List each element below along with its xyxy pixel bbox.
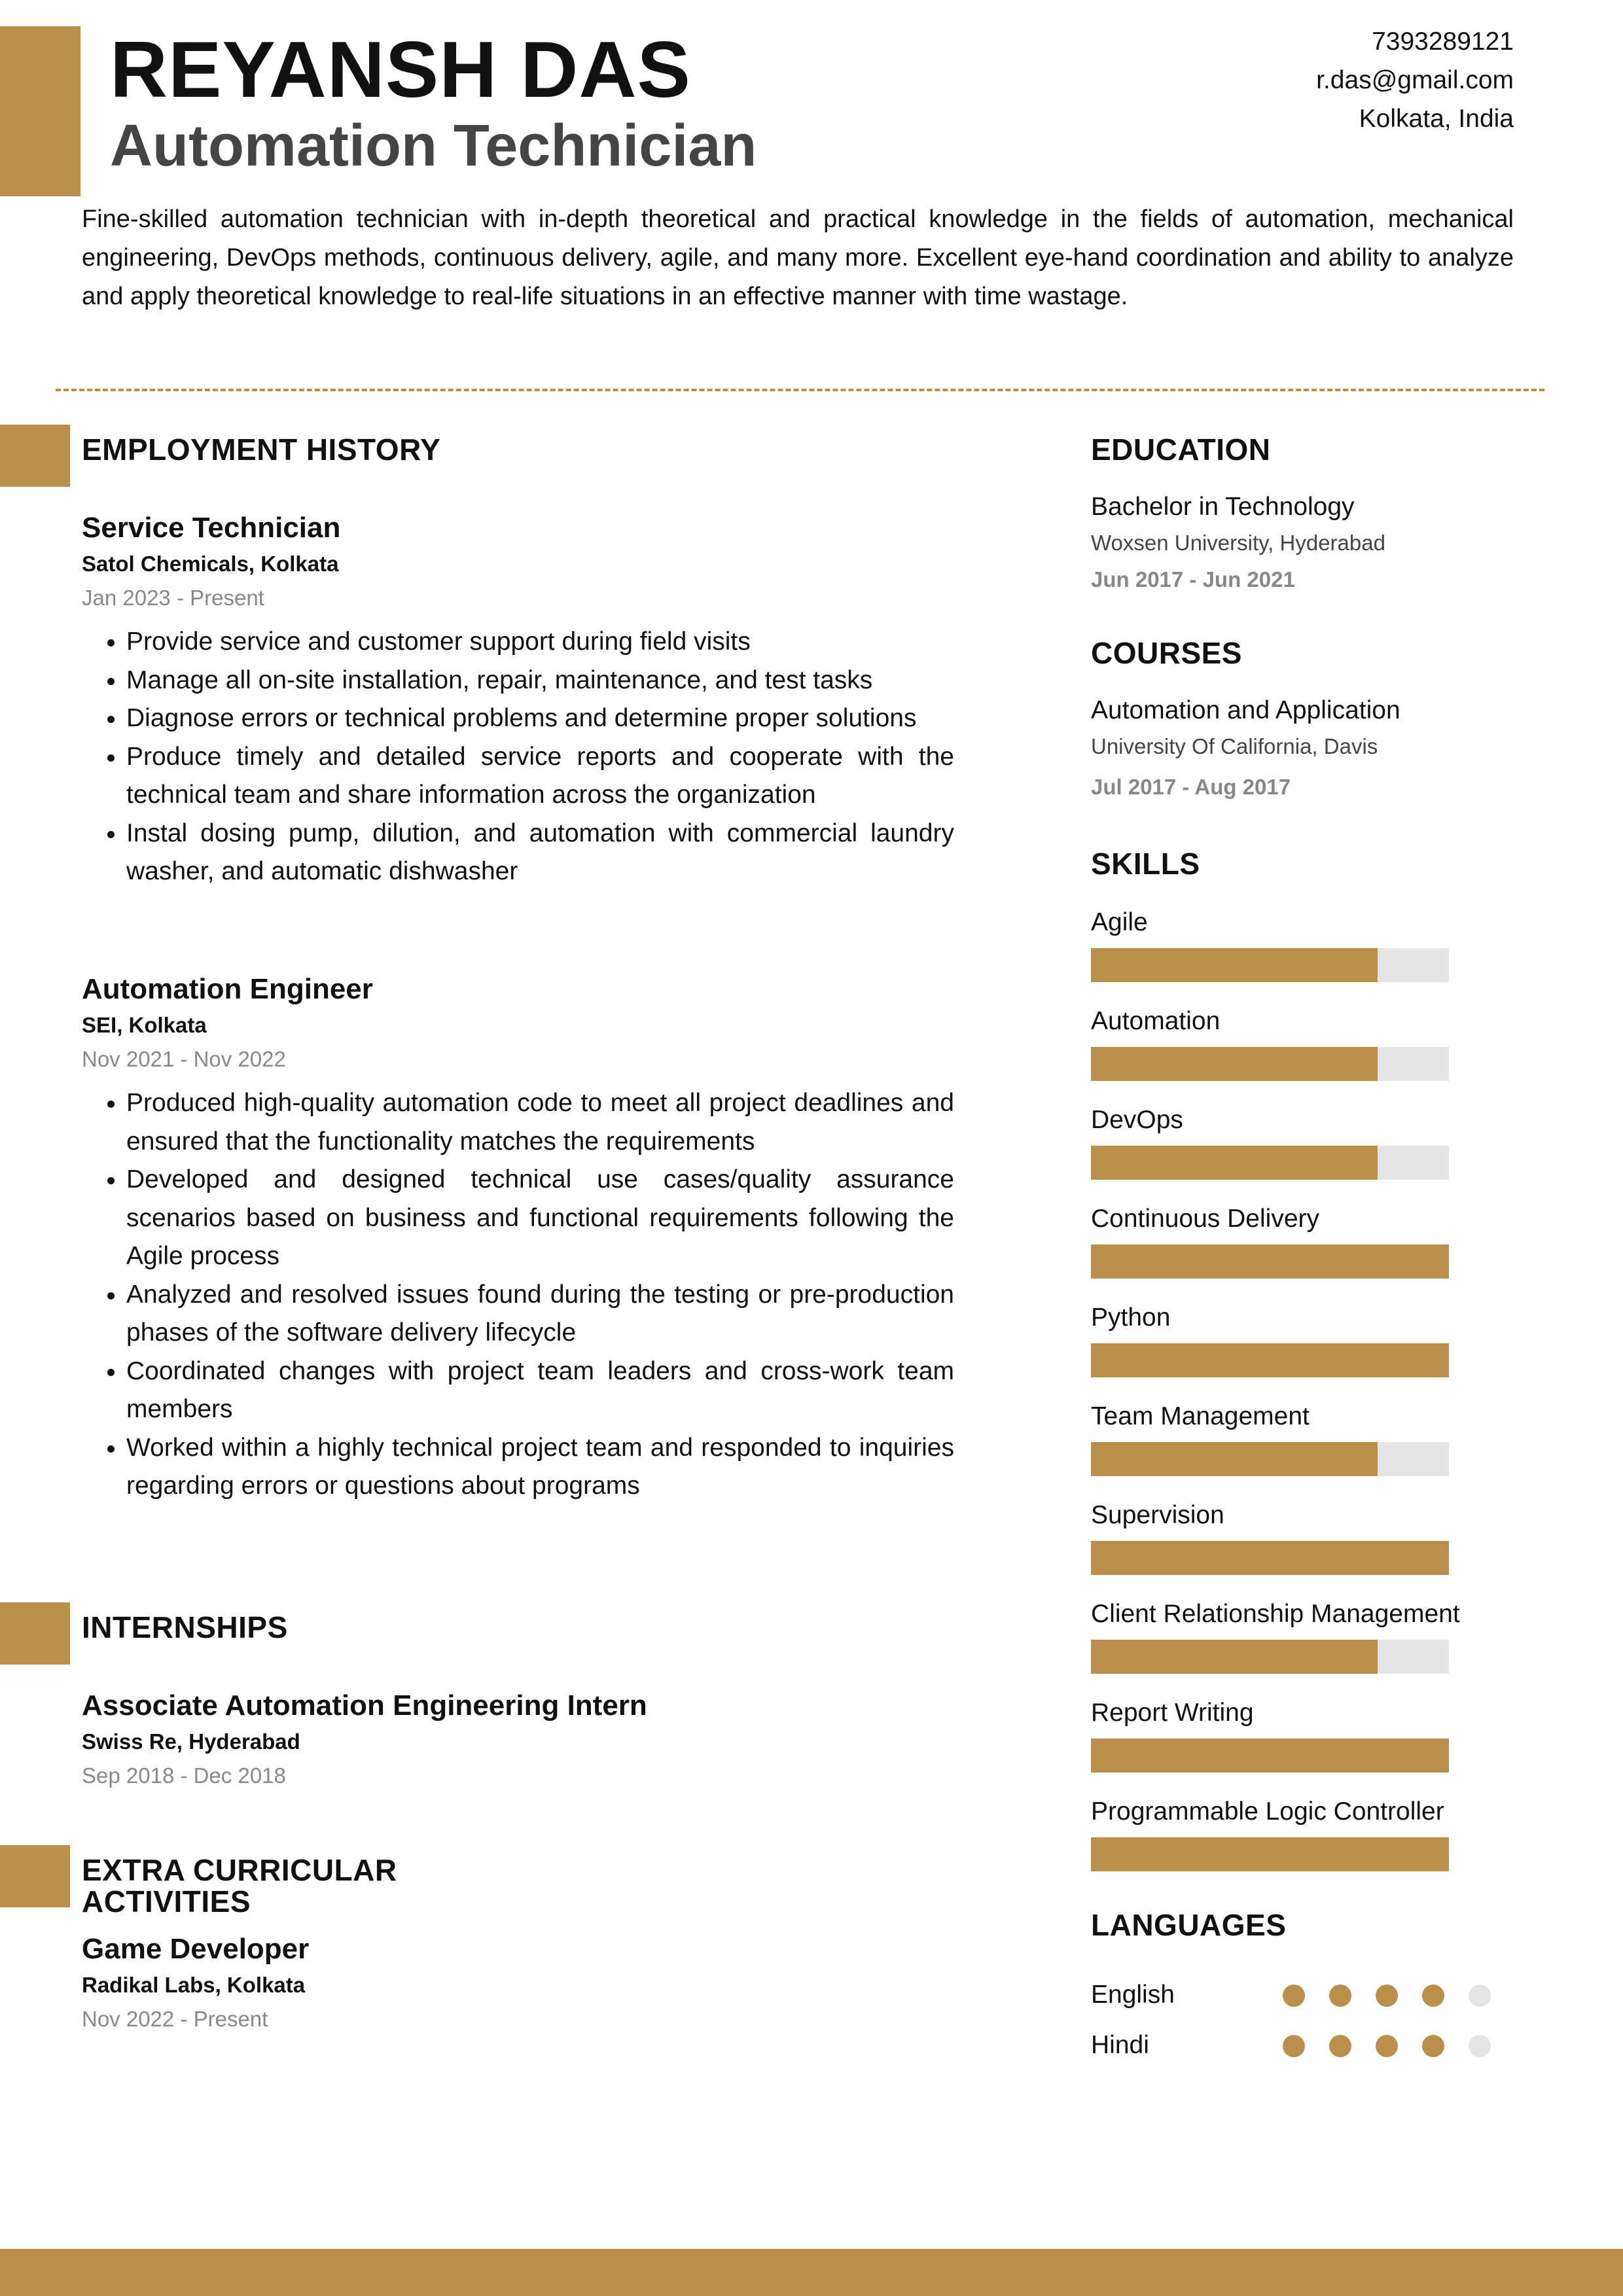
skill-level-fill xyxy=(1091,1245,1449,1279)
extracurricular-heading-line: ACTIVITIES xyxy=(82,1884,251,1918)
language-level-dot xyxy=(1283,1985,1305,2007)
skill-name: Agile xyxy=(1091,908,1148,936)
skill-level-fill xyxy=(1091,1837,1449,1871)
skill-name: DevOps xyxy=(1091,1106,1183,1134)
language-level-dot xyxy=(1283,2035,1305,2057)
skill-name: Continuous Delivery xyxy=(1091,1205,1320,1233)
internships-accent-bar xyxy=(0,1602,70,1665)
contact-info xyxy=(1316,22,1514,138)
employment-accent-bar xyxy=(0,425,70,487)
skill-level-bar xyxy=(1091,948,1449,982)
internship-title: Associate Automation Engineering Intern xyxy=(82,1689,647,1722)
language-level-dot xyxy=(1422,2035,1444,2057)
job-title: Automation Engineer xyxy=(82,973,373,1005)
languages-heading: LANGUAGES xyxy=(1091,1908,1287,1942)
course-entry xyxy=(1091,692,1510,806)
footer-accent-bar xyxy=(0,2249,1623,2296)
job-title: Service Technician xyxy=(82,512,341,544)
profile-summary: Fine-skilled automation technician with in-depth theoretical and practical knowledge in the fields of automation, mechanical engineering, DevOps methods, continuous delivery, agile, and many more. Excellent eye-hand coordination and ability to analyze and apply theoretical knowledge to real-life situations in an effective manner with time wastage. xyxy=(82,205,1514,310)
job-bullet: • Provide service and customer support during field visits xyxy=(126,623,954,662)
job-company: SEI, Kolkata xyxy=(82,1013,207,1037)
skill-level-bar xyxy=(1091,1245,1449,1279)
skill-level-bar xyxy=(1091,1541,1449,1575)
header-accent-bar xyxy=(0,26,80,196)
language-level-dot xyxy=(1422,1985,1444,2007)
activity-dates: Nov 2022 - Present xyxy=(82,2007,268,2031)
skill-item xyxy=(1091,1203,1549,1279)
skill-item xyxy=(1091,1104,1549,1180)
skill-item xyxy=(1091,1400,1549,1476)
job-bullet: • Diagnose errors or technical problems and determine proper solutions xyxy=(126,699,954,738)
language-level-dot xyxy=(1376,1985,1398,2007)
course-name: Automation and Application xyxy=(1091,696,1400,724)
contact-location: Kolkata, India xyxy=(1359,105,1514,133)
extracurricular-heading-line: EXTRA CURRICULAR xyxy=(82,1853,397,1887)
job-bullets xyxy=(82,623,954,891)
internship-entry xyxy=(82,1687,954,1793)
courses-heading: COURSES xyxy=(1091,636,1242,670)
skill-item xyxy=(1091,1697,1549,1773)
education-heading: EDUCATION xyxy=(1091,433,1271,467)
language-name: English xyxy=(1091,1981,1175,2009)
education-dates: Jun 2017 - Jun 2021 xyxy=(1091,567,1295,592)
education-school: Woxsen University, Hyderabad xyxy=(1091,531,1385,555)
skill-level-bar xyxy=(1091,1640,1449,1674)
activity-entry xyxy=(82,1930,954,2036)
skill-level-bar xyxy=(1091,1146,1449,1180)
skill-item xyxy=(1091,1005,1549,1081)
skill-name: Automation xyxy=(1091,1007,1221,1035)
skill-item xyxy=(1091,906,1549,982)
skill-item xyxy=(1091,1499,1549,1575)
job-bullets xyxy=(82,1084,954,1506)
job-entry xyxy=(82,970,954,1506)
education-degree: Bachelor in Technology xyxy=(1091,493,1355,521)
language-level-dot xyxy=(1469,2035,1491,2057)
skill-level-bar xyxy=(1091,1343,1449,1377)
skill-level-fill xyxy=(1091,1739,1449,1773)
job-dates: Jan 2023 - Present xyxy=(82,586,264,610)
language-item xyxy=(1091,2029,1497,2062)
job-bullet: • Instal dosing pump, dilution, and automation with commercial laundry washer, and automatic dishwasher xyxy=(126,815,954,891)
language-level-dot xyxy=(1469,1985,1491,2007)
skill-name: Supervision xyxy=(1091,1501,1224,1529)
extracurricular-heading xyxy=(82,1854,397,1917)
skill-level-bar xyxy=(1091,1442,1449,1476)
employment-heading: EMPLOYMENT HISTORY xyxy=(82,433,441,467)
internships-heading: INTERNSHIPS xyxy=(82,1610,288,1644)
skill-item xyxy=(1091,1301,1549,1377)
activity-title: Game Developer xyxy=(82,1933,310,1965)
skill-name: Python xyxy=(1091,1303,1171,1332)
job-bullet: • Produce timely and detailed service reports and cooperate with the technical team and share information across the organization xyxy=(126,738,954,815)
extracurricular-accent-bar xyxy=(0,1845,70,1907)
job-bullet: • Developed and designed technical use cases/quality assurance scenarios based on business and functional requirements following the Agile process xyxy=(126,1161,954,1276)
language-item xyxy=(1091,1979,1497,2011)
contact-email: r.das@gmail.com xyxy=(1316,66,1514,94)
candidate-name: REYANSH DAS xyxy=(110,25,691,114)
skill-level-fill xyxy=(1091,1442,1378,1476)
job-company: Satol Chemicals, Kolkata xyxy=(82,552,339,576)
contact-phone: 7393289121 xyxy=(1372,27,1514,56)
skill-item xyxy=(1091,1598,1549,1674)
skill-level-fill xyxy=(1091,948,1378,982)
course-dates: Jul 2017 - Aug 2017 xyxy=(1091,775,1291,799)
skill-level-fill xyxy=(1091,1146,1378,1180)
skill-level-fill xyxy=(1091,1343,1449,1377)
language-name: Hindi xyxy=(1091,2031,1149,2059)
course-school: University Of California, Davis xyxy=(1091,734,1378,758)
internship-dates: Sep 2018 - Dec 2018 xyxy=(82,1763,286,1788)
candidate-role: Automation Technician xyxy=(110,113,757,179)
language-level-dot xyxy=(1329,2035,1351,2057)
skill-level-bar xyxy=(1091,1047,1449,1081)
job-entry xyxy=(82,509,954,891)
skill-level-bar xyxy=(1091,1739,1449,1773)
job-dates: Nov 2021 - Nov 2022 xyxy=(82,1047,286,1071)
skill-level-fill xyxy=(1091,1047,1378,1081)
internship-company: Swiss Re, Hyderabad xyxy=(82,1729,300,1754)
skill-name: Team Management xyxy=(1091,1402,1310,1430)
language-level-dot xyxy=(1329,1985,1351,2007)
skill-level-bar xyxy=(1091,1837,1449,1871)
job-bullet: • Produced high-quality automation code to meet all project deadlines and ensured that the functionality matches the requirements xyxy=(126,1084,954,1161)
job-bullet: • Worked within a highly technical project team and responded to inquiries regarding errors or questions about programs xyxy=(126,1429,954,1506)
job-bullet: • Coordinated changes with project team leaders and cross-work team members xyxy=(126,1352,954,1429)
skill-level-fill xyxy=(1091,1541,1449,1575)
activity-company: Radikal Labs, Kolkata xyxy=(82,1973,306,1997)
job-bullet: • Analyzed and resolved issues found during the testing or pre-production phases of the software delivery lifecycle xyxy=(126,1276,954,1352)
skills-heading: SKILLS xyxy=(1091,847,1200,881)
skill-name: Programmable Logic Controller xyxy=(1091,1797,1444,1826)
skill-name: Client Relationship Management xyxy=(1091,1600,1460,1628)
language-level-dot xyxy=(1376,2035,1398,2057)
section-divider xyxy=(56,389,1544,391)
skill-level-fill xyxy=(1091,1640,1378,1674)
education-entry xyxy=(1091,489,1510,599)
skill-name: Report Writing xyxy=(1091,1699,1254,1727)
job-bullet: • Manage all on-site installation, repair, maintenance, and test tasks xyxy=(126,662,954,700)
skill-item xyxy=(1091,1795,1549,1871)
